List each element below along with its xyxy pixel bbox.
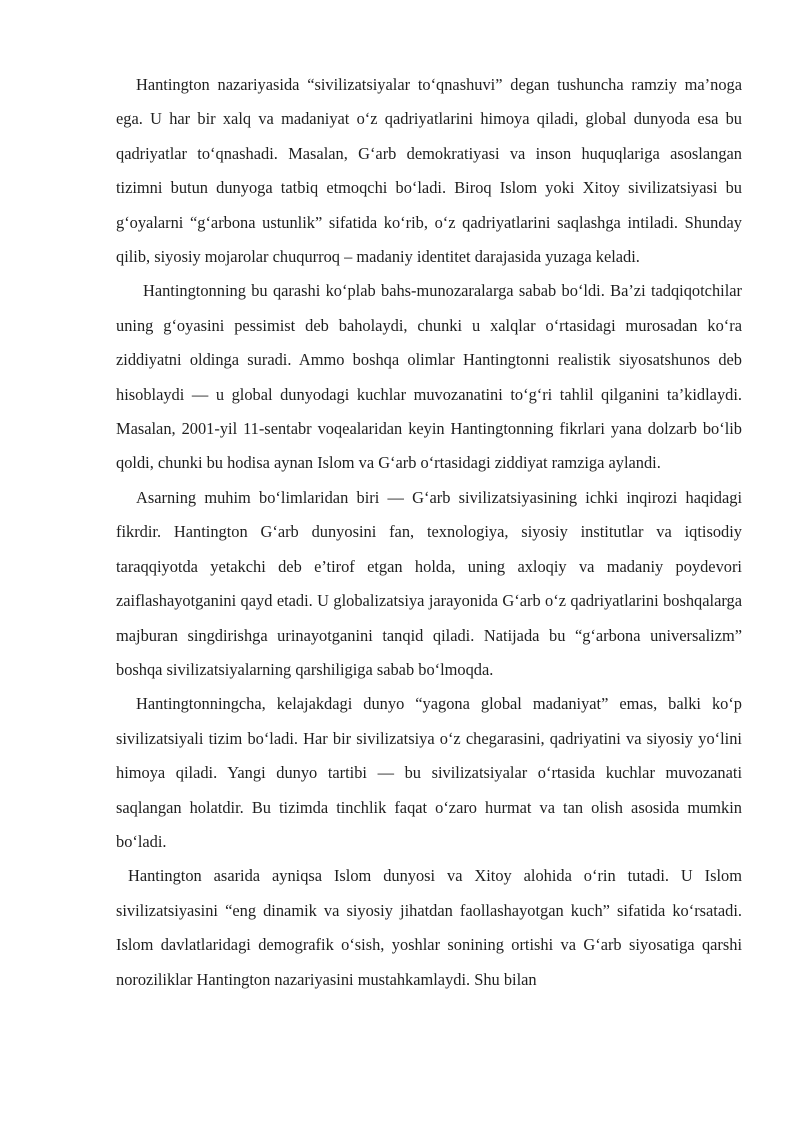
paragraph-2: Hantingtonning bu qarashi ko‘plab bahs-munozaralarga sabab bo‘ldi. Ba’zi tadqiqotchilar uning g‘oyasini pessimist deb baholaydi, chunki u xalqlar o‘rtasidagi murosadan ko‘ra ziddiyatni oldinga suradi. Ammo boshqa olimlar Hantingtonni realistik siyosatshunos deb hisoblaydi — u global dunyodagi kuchlar muvozanatini to‘g‘ri tahlil qilganini ta’kidlaydi. Masalan, 2001-yil 11-sentabr voqealaridan keyin Hantingtonning fikrlari yana dolzarb bo‘lib qoldi, chunki bu hodisa aynan Islom va G‘arb o‘rtasidagi ziddiyat ramziga aylandi. <box>116 281 742 473</box>
paragraph-4: Hantingtonningcha, kelajakdagi dunyo “yagona global madaniyat” emas, balki ko‘p sivilizatsiyali tizim bo‘ladi. Har bir sivilizatsiya o‘z chegarasini, qadriyatini va siyosiy yo‘lini himoya qiladi. Yangi dunyo tartibi — bu sivilizatsiyalar o‘rtasida kuchlar muvozanati saqlangan holatdir. Bu tizimda tinchlik faqat o‘zaro hurmat va tan olish asosida mumkin bo‘ladi. <box>116 694 742 851</box>
paragraph-5: Hantington asarida ayniqsa Islom dunyosi va Xitoy alohida o‘rin tutadi. U Islom sivilizatsiyasini “eng dinamik va siyosiy jihatdan faollashayotgan kuch” sifatida ko‘rsatadi. Islom davlatlaridagi demografik o‘sish, yoshlar sonining ortishi va G‘arb siyosatiga qarshi noroziliklar Hantington nazariyasini mustahkamlaydi. Shu bilan <box>116 866 742 989</box>
paragraph-1: Hantington nazariyasida “sivilizatsiyalar to‘qnashuvi” degan tushuncha ramziy ma’noga ega. U har bir xalq va madaniyat o‘z qadriyatlarini himoya qiladi, global dunyoda esa bu qadriyatlar to‘qnashadi. Masalan, G‘arb demokratiyasi va inson huquqlariga asoslangan tizimni butun dunyoga tatbiq etmoqchi bo‘ladi. Biroq Islom yoki Xitoy sivilizatsiyasi bu g‘oyalarni “g‘arbona ustunlik” sifatida ko‘rib, o‘z qadriyatlarini saqlashga intiladi. Shunday qilib, siyosiy mojarolar chuqurroq – madaniy identitet darajasida yuzaga keladi. <box>116 75 742 267</box>
document-page <box>116 68 742 997</box>
paragraph-3: Asarning muhim bo‘limlaridan biri — G‘arb sivilizatsiyasining ichki inqirozi haqidagi fikrdir. Hantington G‘arb dunyosini fan, texnologiya, siyosiy institutlar va iqtisodiy taraqqiyotda yetakchi deb e’tirof etgan holda, uning axloqiy va madaniy poydevori zaiflashayotganini qayd etadi. U globalizatsiya jarayonida G‘arb o‘z qadriyatlarini boshqalarga majburan singdirishga urinayotganini tanqid qiladi. Natijada bu “g‘arbona universalizm” boshqa sivilizatsiyalarning qarshiligiga sabab bo‘lmoqda. <box>116 487 742 679</box>
